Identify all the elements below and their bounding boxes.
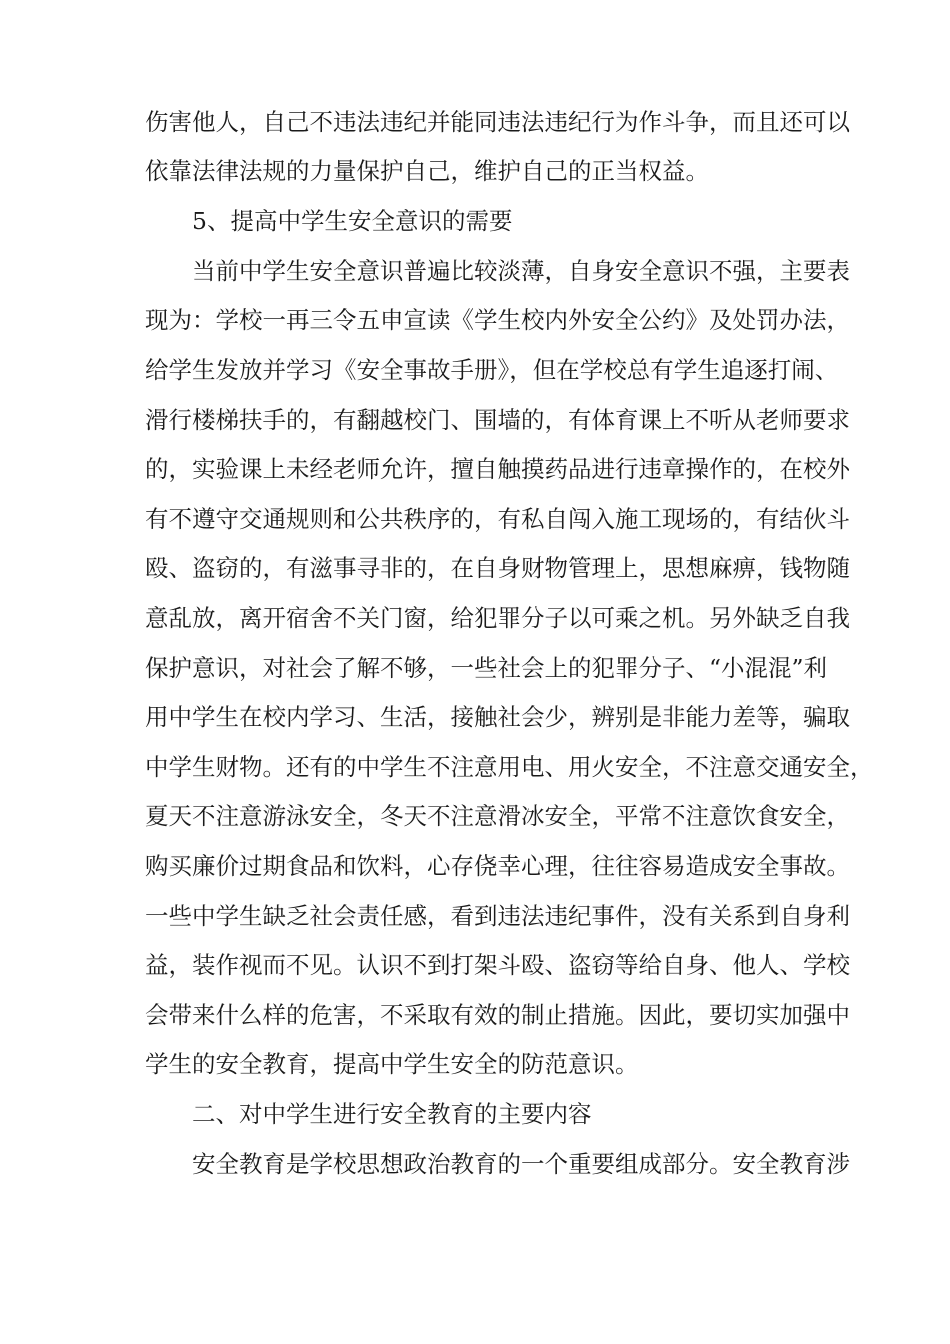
- section-heading: 二、对中学生进行安全教育的主要内容: [192, 1100, 592, 1128]
- text-line: 滑行楼梯扶手的，有翻越校门、围墙的，有体育课上不听从老师要求: [145, 406, 850, 434]
- text-line: 现为：学校一再三令五申宣读《学生校内外安全公约》及处罚办法，: [145, 306, 850, 334]
- text-line: 保护意识，对社会了解不够，一些社会上的犯罪分子、“小混混”利: [145, 654, 828, 682]
- text-line: 购买廉价过期食品和饮料，心存侥幸心理，往往容易造成安全事故。: [145, 852, 850, 880]
- text-line: 依靠法律法规的力量保护自己，维护自己的正当权益。: [145, 157, 709, 185]
- text-line: 当前中学生安全意识普遍比较淡薄，自身安全意识不强，主要表: [192, 257, 850, 285]
- text-line: 一些中学生缺乏社会责任感，看到违法违纪事件，没有关系到自身利: [145, 902, 850, 930]
- text-line: 学生的安全教育，提高中学生安全的防范意识。: [145, 1050, 639, 1078]
- text-line: 有不遵守交通规则和公共秩序的，有私自闯入施工现场的，有结伙斗: [145, 505, 850, 533]
- text-line: 安全教育是学校思想政治教育的一个重要组成部分。安全教育涉: [192, 1150, 850, 1178]
- text-line: 用中学生在校内学习、生活，接触社会少，辨别是非能力差等，骗取: [145, 703, 850, 731]
- text-line: 给学生发放并学习《安全事故手册》，但在学校总有学生追逐打闹、: [145, 356, 839, 384]
- text-line: 中学生财物。还有的中学生不注意用电、用火安全，不注意交通安全，: [145, 753, 874, 781]
- text-line: 殴、盗窃的，有滋事寻非的，在自身财物管理上，思想麻痹，钱物随: [145, 554, 850, 582]
- text-line: 夏天不注意游泳安全，冬天不注意滑冰安全，平常不注意饮食安全，: [145, 802, 850, 830]
- text-line: 意乱放，离开宿舍不关门窗，给犯罪分子以可乘之机。另外缺乏自我: [145, 604, 850, 632]
- text-line: 的，实验课上未经老师允许，擅自触摸药品进行违章操作的，在校外: [145, 455, 850, 483]
- text-line: 会带来什么样的危害，不采取有效的制止措施。因此，要切实加强中: [145, 1001, 850, 1029]
- text-line: 益，装作视而不见。认识不到打架斗殴、盗窃等给自身、他人、学校: [145, 951, 850, 979]
- section-heading: 5、提高中学生安全意识的需要: [192, 207, 513, 235]
- text-line: 伤害他人，自己不违法违纪并能同违法违纪行为作斗争，而且还可以: [145, 108, 850, 136]
